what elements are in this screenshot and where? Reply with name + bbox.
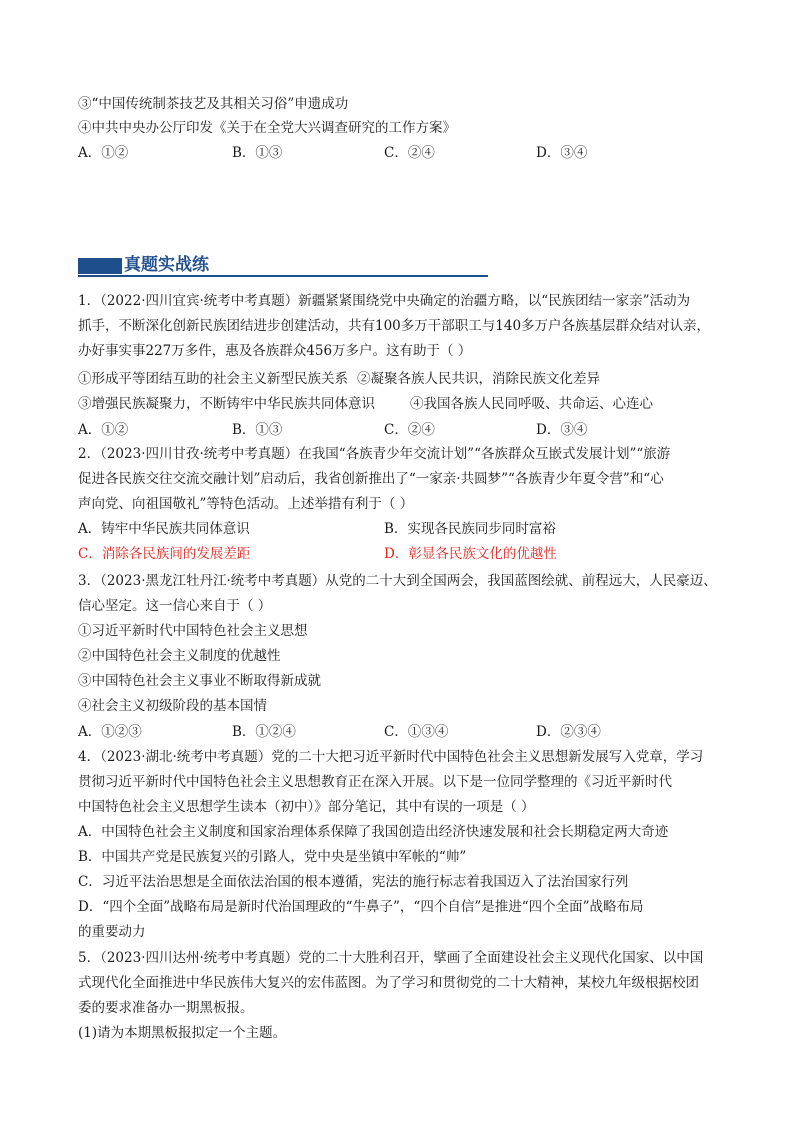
q1-line-2: 抓手，不断深化创新民族团结进步创建活动，共有100多万干部职工与140多万户各族基层群众结对认亲， (78, 318, 711, 334)
top-item-4: ④中共中央办公厅印发《关于在全党大兴调查研究的工作方案》 (78, 120, 456, 136)
section-underline (78, 275, 488, 277)
q1-item-2: ②凝聚各族人民共识，消除民族文化差异 (357, 371, 600, 387)
q4-option-d-cont: 的重要动力 (78, 924, 146, 940)
section-marker-icon (78, 258, 122, 274)
q1-line-1: 1．（2022·四川宜宾·统考中考真题）新疆紧紧围绕党中央确定的治疆方略，以“民族团结一家亲”活动为 (78, 293, 691, 309)
q2-option-c: C．消除各民族间的发展差距 (78, 546, 251, 562)
q1-item-3: ③增强民族凝聚力，不断铸牢中华民族共同体意识 (78, 396, 375, 412)
q3-item-4: ④社会主义初级阶段的基本国情 (78, 698, 267, 714)
q5-subquestion-1: (1)请为本期黑板报拟定一个主题。 (78, 1025, 287, 1041)
q1-option-d: D．③④ (536, 422, 588, 438)
q1-option-b: B．①③ (232, 422, 283, 438)
q3-item-1: ①习近平新时代中国特色社会主义思想 (78, 623, 308, 639)
top-option-a: A．①② (78, 145, 129, 161)
q1-item-1: ①形成平等团结互助的社会主义新型民族关系 (78, 371, 348, 387)
top-option-b: B．①③ (232, 145, 283, 161)
q5-line-2: 式现代化全面推进中华民族伟大复兴的宏伟蓝图。为了学习和贯彻党的二十大精神，某校九年级根据校团 (78, 975, 699, 991)
q3-item-3: ③中国特色社会主义事业不断取得新成就 (78, 673, 321, 689)
q4-option-b: B．中国共产党是民族复兴的引路人，党中央是坐镇中军帐的“帅” (78, 849, 467, 865)
top-option-c: C．②④ (384, 145, 435, 161)
q2-option-a: A．铸牢中华民族共同体意识 (78, 521, 250, 537)
q3-line-1: 3．（2023·黑龙江牡丹江·统考中考真题）从党的二十大到全国两会，我国蓝图绘就、前程远大，人民豪迈、 (78, 573, 717, 589)
q3-item-2: ②中国特色社会主义制度的优越性 (78, 648, 281, 664)
q4-option-d: D．“四个全面”战略布局是新时代治国理政的“牛鼻子”，“四个自信”是推进“四个全面”战略布局 (78, 899, 644, 915)
section-header (78, 254, 488, 276)
section-title: 真题实战练 (124, 255, 209, 275)
q4-line-2: 贯彻习近平新时代中国特色社会主义思想教育正在深入开展。以下是一位同学整理的《习近平新时代 (78, 774, 672, 790)
q2-line-2: 促进各民族交往交流交融计划”启动后，我省创新推出了“一家亲·共圆梦”“各族青少年夏令营”和“心 (78, 471, 664, 487)
q3-line-2: 信心坚定。这一信心来自于（ ） (78, 598, 272, 614)
q1-option-a: A．①② (78, 422, 129, 438)
q3-option-c: C．①③④ (384, 724, 449, 740)
top-item-3: ③“中国传统制茶技艺及其相关习俗”申遗成功 (78, 96, 349, 112)
q1-option-c: C．②④ (384, 422, 435, 438)
top-option-d: D．③④ (536, 145, 588, 161)
q4-line-1: 4．（2023·湖北·统考中考真题）党的二十大把习近平新时代中国特色社会主义思想新发展写入党章，学习 (78, 749, 704, 765)
q2-option-d: D．彰显各民族文化的优越性 (384, 546, 557, 562)
q4-line-3: 中国特色社会主义思想学生读本（初中）》部分笔记，其中有误的一项是（ ） (78, 799, 535, 815)
q5-line-1: 5．（2023·四川达州·统考中考真题）党的二十大胜利召开，擘画了全面建设社会主义现代化国家、以中国 (78, 950, 704, 966)
q2-line-1: 2．（2023·四川甘孜·统考中考真题）在我国“各族青少年交流计划”“各族群众互嵌式发展计划”“旅游 (78, 446, 671, 462)
q4-option-c: C．习近平法治思想是全面依法治国的根本遵循，宪法的施行标志着我国迈入了法治国家行列 (78, 874, 629, 890)
q3-option-a: A．①②③ (78, 724, 142, 740)
q4-option-a: A．中国特色社会主义制度和国家治理体系保障了我国创造出经济快速发展和社会长期稳定两大奇迹 (78, 824, 669, 840)
q3-option-b: B．①②④ (232, 724, 296, 740)
q5-line-3: 委的要求准备办一期黑板报。 (78, 1000, 254, 1016)
q1-line-3: 办好事实事227万多件，惠及各族群众456万多户。这有助于（ ） (78, 343, 472, 359)
q1-item-4: ④我国各族人民同呼吸、共命运、心连心 (410, 396, 653, 412)
q3-option-d: D．②③④ (536, 724, 601, 740)
q2-option-b: B．实现各民族同步同时富裕 (384, 521, 556, 537)
q2-line-3: 声向党、向祖国敬礼”等特色活动。上述举措有利于（ ） (78, 496, 414, 512)
